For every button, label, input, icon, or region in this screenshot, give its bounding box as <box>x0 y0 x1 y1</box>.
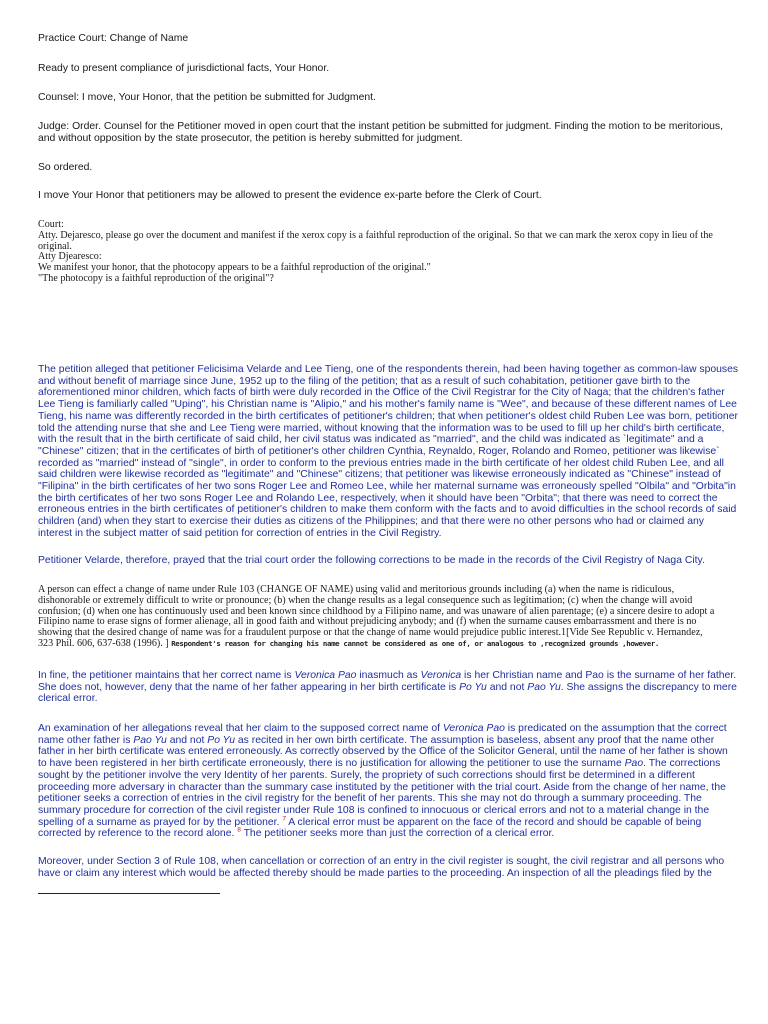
text-line: recorded as "married" instead of "single", in order to conform to the previous entries made in the birth certificate of her oldest child Ruben Lee, and all <box>38 457 724 469</box>
footnote-separator <box>38 893 220 894</box>
paragraph-velarde-prayer: Petitioner Velarde, therefore, prayed that the trial court order the following corrections to be made in the records of the Civil Registry of Naga City. <box>38 555 705 566</box>
text-line: An examination of her allegations reveal that her claim to the supposed correct name of Veronica Pao is predicated on the assumption that the correct <box>38 723 727 734</box>
text-line: Lee Tieng is familiarly called "Uping", his Christian name is "Alipio," and his mother's family name is "Wee", and because of these different names of Lee <box>38 399 737 411</box>
paragraph-ready: Ready to present compliance of jurisdictional facts, Your Honor. <box>38 63 330 74</box>
dialogue-line: original. <box>38 240 72 252</box>
dialogue-line: "The photocopy is a faithful reproduction of the original"? <box>38 272 274 284</box>
text-line: petitioner seeks a correction of entries in the civil registry for the benefit of her parents. This she may not do through a summary proceeding. The <box>38 793 702 805</box>
text-line: name other father is Pao Yu and not Po Yu as recited in her own birth certificate. The assumption is baseless, absent any proof that the name other <box>38 734 715 746</box>
text-line: Moreover, under Section 3 of Rule 108, when cancellation or correction of an entry in the civil register is sought, the civil registrar and all persons who <box>38 856 725 867</box>
paragraph-petition-allegations <box>38 364 739 540</box>
text-line: told the attending nurse that she and Lee Tieng were married, without knowing that the information was to be used to fill up her child's birth certificate, <box>38 422 725 434</box>
text-line: father in her birth certificate was entered erroneously. As correctly observed by the Office of the Solicitor General, until the name of her father is shown <box>38 746 728 758</box>
text-line: proceeding more adversary in character than the summary case instituted by the petitioner with the trial court. Aside from the change of her name, the <box>38 781 726 793</box>
text-line: and without benefit of marriage since June, 1952 up to the filing of the petition; that as a result of such cohabitation, petitioner gave birth to the <box>38 375 691 387</box>
text-line: showing that the desired change of name was for a fraudulent purpose or that the change of name would prejudice public interest.1[Vide See Republic v. Hernandez, <box>38 627 703 639</box>
paragraph-in-fine <box>38 670 737 705</box>
footnote-ref-7[interactable]: 7 <box>282 815 286 823</box>
document-heading: Practice Court: Change of Name <box>38 33 189 44</box>
text-line: Judge: Order. Counsel for the Petitioner moved in open court that the instant petition be submitted for judgment. Finding the motion to be meritorious, <box>38 121 724 132</box>
paragraph-judge <box>38 121 722 144</box>
text-line: with the result that in the birth certificate of said child, her civil status was indicated as "married", and the child was indicated as `legitimate" and a <box>38 434 704 446</box>
text-line: children (and) when they start to exercise their duties as citizens of the Philippines; and that there were no other persons who had or claimed any <box>38 516 704 528</box>
handwritten-note: Respondent's reason for changing his name cannot be considered as one of, or analogous to ,recognized grounds ,however. <box>171 638 660 648</box>
text-line: aforementioned minor children, which facts of birth were duly recorded in the Office of the Civil Registrar for the City of Naga; that the children's father <box>38 387 725 399</box>
text-line: summary procedure for correction of the civil register under Rule 108 is confined to innocuous or clerical errors and not to a material change in the <box>38 804 710 816</box>
paragraph-examination <box>38 723 728 840</box>
text-line: said children were likewise recorded as "legitimate" and "Chinese" citizens; that petitioner was likewise erroneously indicated as "Chinese" instead of <box>38 469 721 481</box>
paragraph-so-ordered: So ordered. <box>38 162 93 173</box>
paragraph-move-ex-parte: I move Your Honor that petitioners may be allowed to present the evidence ex-parte before the Clerk of Court. <box>38 190 542 201</box>
text-line: sought by the petitioner involve the very Identity of her parents. Surely, the propriety of such corrections should first be determined in a different <box>38 769 695 781</box>
text-line: confusion; (d) when one has continuously used and been known since childhood by a Filipino name, and was unaware of alien parentage; (e) a sincere desire to adopt a <box>38 605 715 617</box>
text-line: The petition alleged that petitioner Felicisima Velarde and Lee Tieng, one of the respondents therein, had been having together as common-law spouses <box>38 364 739 375</box>
text-line <box>38 639 722 650</box>
text-line: erroneous entries in the birth certificates of petitioner's children to make them conform with the facts and to avoid difficulties in the school records of said <box>38 504 737 516</box>
dialogue-line: We manifest your honor, that the photocopy appears to be a faithful reproduction of the original." <box>38 262 431 274</box>
citation-text: 323 Phil. 606, 637-638 (1996). ] <box>38 637 169 649</box>
text-line: interest in the subject matter of said petition for correction of entries in the Civil Registry. <box>38 527 442 539</box>
paragraph-moreover <box>38 856 725 879</box>
text-line: "Chinese" citizen; that in the certificates of birth of petitioner's other children Cynthia, Reynaldo, Roger, Rolando and Romeo, petitioner was likewise` <box>38 445 720 457</box>
paragraph-counsel: Counsel: I move, Your Honor, that the petition be submitted for Judgment. <box>38 92 376 103</box>
dialogue-line: Atty. Dejaresco, please go over the document and manifest if the xerox copy is a faithful reproduction of the original. So that we can mark the xerox copy in lieu of the <box>38 229 713 241</box>
text-line: dishonorable or extremely difficult to write or pronounce; (b) when the change results as a legal consequence such as legitimation; (c) when the change will avoid <box>38 594 693 606</box>
text-line: "Filipina" in the birth certificates of her two sons Roger Lee and Romeo Lee, while her maternal surname was erroneously spelled "Olbila" and "Orbita"in <box>38 481 736 493</box>
text-line: spelling of a surname as prayed for by the petitioner. $^7$ A clerical error must be apparent on the face of the record and should be capable of being <box>38 815 702 828</box>
dialogue-line: Atty Djearesco: <box>38 251 102 263</box>
dialogue-line: Court: <box>38 219 64 230</box>
text-line: clerical error. <box>38 693 98 705</box>
court-dialogue <box>38 220 722 285</box>
text-line: and without opposition by the state prosecutor, the petition is hereby submitted for judgment. <box>38 132 463 144</box>
text-line: to have been registered in her birth certificate erroneously, there is no justification for allowing the petitioner to use the surname Pao. The corrections <box>38 758 721 770</box>
footnote-ref-8[interactable]: 8 <box>237 826 241 834</box>
text-line: Tieng, his name was differently recorded in the birth certificates of petitioner's children; that when petitioner's oldest child Ruben Lee was born, petitioner <box>38 410 738 422</box>
text-line: Filipino name to erase signs of former alienage, all in good faith and without prejudicing anybody; and (f) when the surname causes embarrassment and there is no <box>38 616 697 628</box>
text-line: the birth certificates of her two sons Roger Lee and Rolando Lee, respectively, when it should have been "Orbita"; that there was need to correct the <box>38 492 718 504</box>
text-line: A person can effect a change of name under Rule 103 (CHANGE OF NAME) using valid and meritorious grounds including (a) when the name is ridiculous, <box>38 584 675 595</box>
paragraph-rule-103 <box>38 585 722 650</box>
text-line: She does not, however, deny that the name of her father appearing in her birth certificate is Po Yu and not Pao Yu. She assigns the discrepancy to mere <box>38 681 737 693</box>
text-line: have or claim any interest which would be affected thereby should be made parties to the proceeding. An inspection of all the pleadings filed by the <box>38 867 712 879</box>
text-line: corrected by reference to the record alone. $^8$ The petitioner seeks more than just the correction of a clerical error. <box>38 826 555 840</box>
text-line: In fine, the petitioner maintains that her correct name is Veronica Pao inasmuch as Veronica is her Christian name and Pao is the surname of her father. <box>38 670 737 681</box>
